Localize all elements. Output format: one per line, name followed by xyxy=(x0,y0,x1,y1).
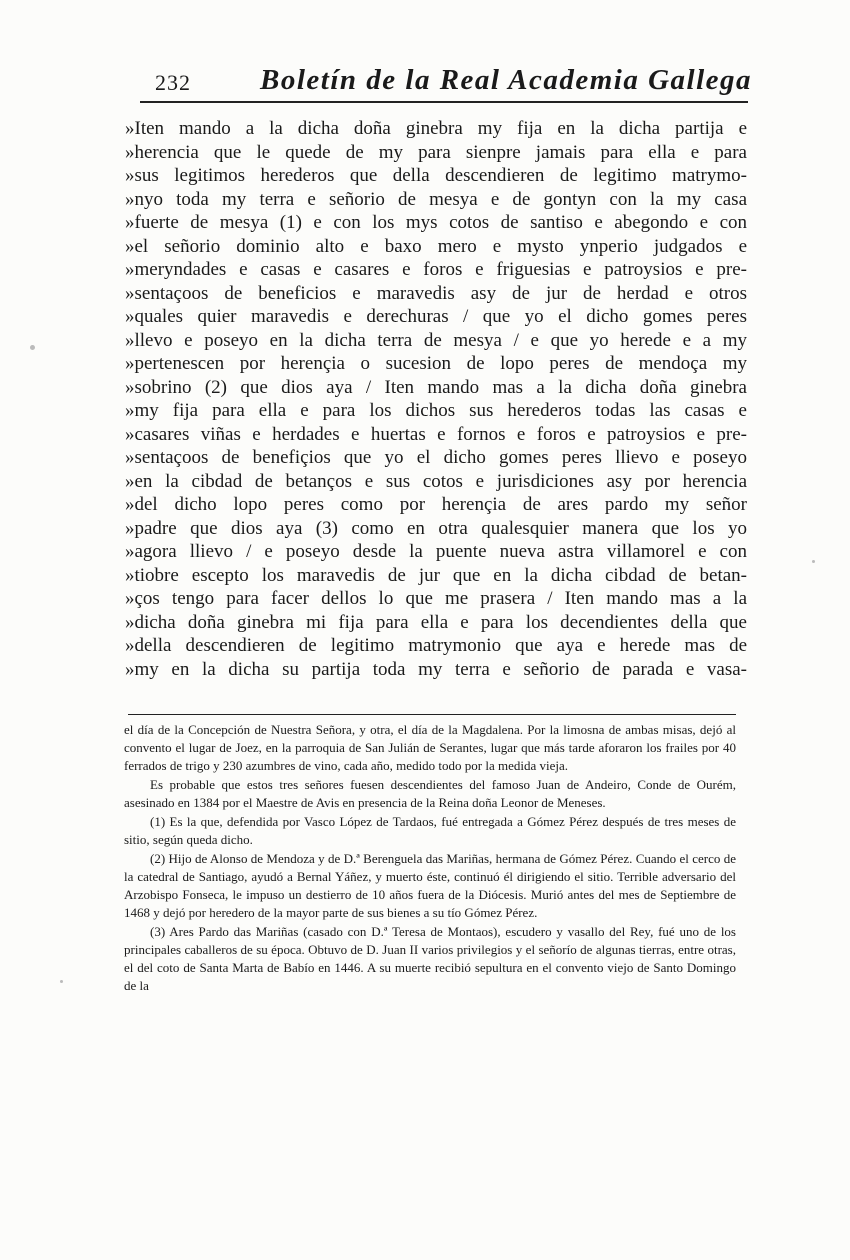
footnote-paragraph: (3) Ares Pardo das Mariñas (casado con D.ª Teresa de Montaos), escudero y vasallo del Rey, fué uno de los principales caballeros de su época. Obtuvo de D. Juan II varios privilegios y el señorío de algunas tierras, entre otras, el del coto de Santa Marta de Babío en 1446. A su muerte recibió sepultura en el convento viejo de Santo Domingo de la xyxy=(124,924,736,993)
footnote-paragraph: (2) Hijo de Alonso de Mendoza y de D.ª Berenguela das Mariñas, hermana de Gómez Pérez. Cuando el cerco de la catedral de Santiago, ayudó a Bernal Yáñez, y muerto éste, continuó él dirigiendo el sitio. Terrible adversario del Arzobispo Fonseca, le impuso un destierro de 10 años fuera de la Diócesis. Murió antes del mes de Septiembre de 1468 y dejó por heredero de la mayor parte de sus bienes a su tío Gómez Pérez. xyxy=(124,851,736,920)
running-title: Boletín de la Real Academia Gallega xyxy=(260,64,753,96)
text-line: »fuerte de mesya (1) e con los mys cotos de santiso e abegondo e con xyxy=(125,212,747,233)
text-line: »pertenescen por herençia o sucesion de lopo peres de mendoça my xyxy=(125,353,747,374)
scan-speck xyxy=(812,560,815,563)
page-header xyxy=(140,64,753,100)
text-line: »della descendieren de legitimo matrymonio que aya e herede mas de xyxy=(125,635,747,656)
header-rule xyxy=(140,101,748,103)
text-line: »sus legitimos herederos que della descendieren de legitimo matrymo- xyxy=(125,165,747,186)
text-line: »casares viñas e herdades e huertas e fornos e foros e patroysios e pre- xyxy=(125,423,747,445)
text-line: »sobrino (2) que dios aya / Iten mando mas a la dicha doña ginebra xyxy=(125,376,747,398)
footnote-paragraph: (1) Es la que, defendida por Vasco López de Tardaos, fué entregada a Gómez Pérez después de tres meses de sitio, según queda dicho. xyxy=(124,814,736,847)
text-line: »en la cibdad de betanços e sus cotos e jurisdiciones asy por herencia xyxy=(125,470,747,492)
scan-speck xyxy=(60,980,63,983)
text-line: »ços tengo para facer dellos lo que me prasera / Iten mando mas a la xyxy=(125,588,747,609)
text-line: »meryndades e casas e casares e foros e friguesias e patroysios e pre- xyxy=(125,259,747,280)
footnotes xyxy=(124,721,736,995)
text-line: »del dicho lopo peres como por herençia de ares pardo my señor xyxy=(125,494,747,515)
text-line: »my fija para ella e para los dichos sus herederos todas las casas e xyxy=(125,400,747,421)
footnote-paragraph: Es probable que estos tres señores fuesen descendientes del famoso Juan de Andeiro, Conde de Ourém, asesinado en 1384 por el Maestre de Avis en presencia de la Reina doña Leonor de Meneses. xyxy=(124,777,736,810)
document-body xyxy=(125,117,747,681)
text-line: »agora llievo / e poseyo desde la puente nueva astra villamorel e con xyxy=(125,541,747,562)
text-line: »herencia que le quede de my para sienpre jamais para ella e para xyxy=(125,141,747,163)
text-line: »tiobre escepto los maravedis de jur que en la dicha cibdad de betan- xyxy=(125,564,747,586)
text-line: »dicha doña ginebra mi fija para ella e para los decendientes della que xyxy=(125,611,747,633)
text-line: »my en la dicha su partija toda my terra e señorio de parada e vasa- xyxy=(125,658,747,680)
text-line: »quales quier maravedis e derechuras / que yo el dicho gomes peres xyxy=(125,306,747,327)
text-line: »el señorio dominio alto e baxo mero e mysto ynperio judgados e xyxy=(125,235,747,257)
scan-speck xyxy=(30,345,35,350)
text-line: »Iten mando a la dicha doña ginebra my fija en la dicha partija e xyxy=(125,118,747,139)
text-line: »sentaçoos de beneficios e maravedis asy de jur de herdad e otros xyxy=(125,282,747,304)
text-line: »llevo e poseyo en la dicha terra de mesya / e que yo herede e a my xyxy=(125,329,747,351)
footnote-rule xyxy=(128,714,736,715)
text-line: »nyo toda my terra e señorio de mesya e de gontyn con la my casa xyxy=(125,188,747,210)
text-line: »sentaçoos de benefiçios que yo el dicho gomes peres llievo e poseyo xyxy=(125,447,747,468)
text-line: »padre que dios aya (3) como en otra qualesquier manera que los yo xyxy=(125,517,747,539)
footnote-paragraph: el día de la Concepción de Nuestra Señora, y otra, el día de la Magdalena. Por la limosna de ambas misas, dejó al convento el lugar de Joez, en la parroquia de San Julián de Serantes, lugar que más tarde aforaron los frailes por 40 ferrados de trigo y 230 azumbres de vino, cada año, medido todo por la medida vieja. xyxy=(124,722,736,773)
page-number: 232 xyxy=(155,70,191,95)
